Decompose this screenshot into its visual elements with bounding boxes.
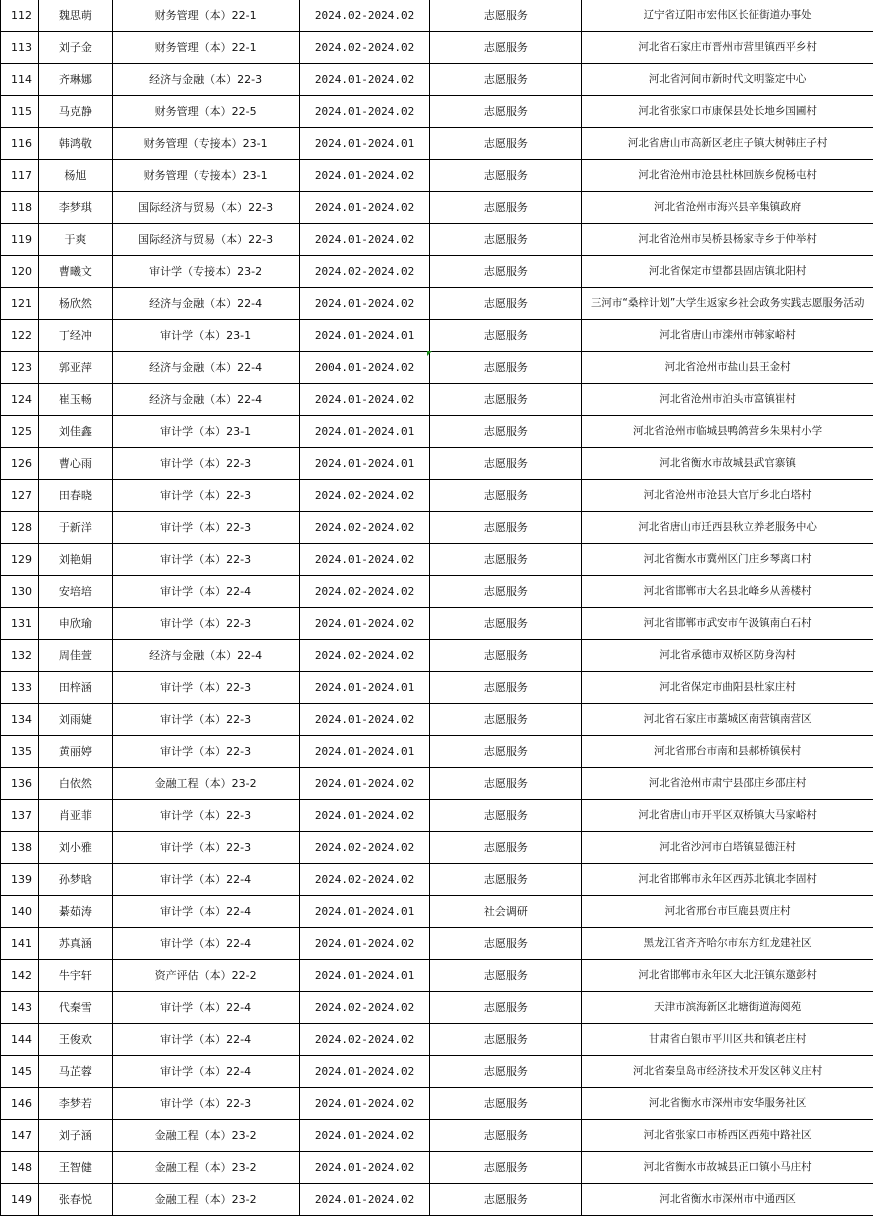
table-row <box>1 576 873 608</box>
table-row <box>1 448 873 480</box>
cell-index[interactable]: 135 <box>1 736 39 768</box>
cell-period[interactable]: 2024.01-2024.01 <box>299 960 430 992</box>
cell-period[interactable]: 2024.01-2024.01 <box>299 320 430 352</box>
cell-class[interactable]: 审计学（本）22-3 <box>112 480 299 512</box>
cell-name[interactable]: 杨旭 <box>39 160 112 192</box>
cell-name[interactable]: 田梓涵 <box>39 672 112 704</box>
cell-class[interactable]: 审计学（本）22-3 <box>112 1088 299 1120</box>
cell-index[interactable]: 147 <box>1 1120 39 1152</box>
cell-name[interactable]: 魏思萌 <box>39 0 112 32</box>
table-row <box>1 96 873 128</box>
cell-class[interactable]: 审计学（本）22-4 <box>112 928 299 960</box>
table-row <box>1 160 873 192</box>
cell-activity-type[interactable]: 志愿服务 <box>430 736 582 768</box>
cell-period[interactable]: 2024.02-2024.02 <box>299 32 430 64</box>
cell-index[interactable]: 119 <box>1 224 39 256</box>
cell-class[interactable]: 审计学（本）22-4 <box>112 896 299 928</box>
cell-name[interactable]: 田春晓 <box>39 480 112 512</box>
cell-location[interactable]: 河北省邯郸市永年区大北汪镇东邀彭村 <box>582 960 873 992</box>
cell-index[interactable]: 145 <box>1 1056 39 1088</box>
cell-class[interactable]: 资产评估（本）22-2 <box>112 960 299 992</box>
cell-name[interactable]: 马克静 <box>39 96 112 128</box>
cell-activity-type[interactable]: 志愿服务 <box>430 640 582 672</box>
cell-index[interactable]: 137 <box>1 800 39 832</box>
cell-activity-type[interactable]: 志愿服务 <box>430 672 582 704</box>
cell-index[interactable]: 132 <box>1 640 39 672</box>
cell-activity-type[interactable]: 志愿服务 <box>430 800 582 832</box>
table-row <box>1 672 873 704</box>
cell-name[interactable]: 牛宇轩 <box>39 960 112 992</box>
cell-index[interactable]: 115 <box>1 96 39 128</box>
table-row <box>1 1024 873 1056</box>
cell-activity-type[interactable]: 志愿服务 <box>430 608 582 640</box>
cell-period[interactable]: 2024.01-2024.02 <box>299 64 430 96</box>
table-row <box>1 1184 873 1216</box>
cell-period[interactable]: 2024.01-2024.02 <box>299 544 430 576</box>
cell-activity-type[interactable]: 志愿服务 <box>430 480 582 512</box>
cell-index[interactable]: 118 <box>1 192 39 224</box>
cell-index[interactable]: 126 <box>1 448 39 480</box>
cell-name[interactable]: 杨欣然 <box>39 288 112 320</box>
cell-class[interactable]: 财务管理（本）22-1 <box>112 0 299 32</box>
cell-activity-type[interactable]: 志愿服务 <box>430 352 582 384</box>
table-row <box>1 416 873 448</box>
table-row <box>1 640 873 672</box>
cell-name[interactable]: 刘子涵 <box>39 1120 112 1152</box>
cell-location[interactable]: 河北省沧州市泊头市富镇崔村 <box>582 384 873 416</box>
cell-name[interactable]: 白依然 <box>39 768 112 800</box>
cell-period[interactable]: 2024.01-2024.02 <box>299 224 430 256</box>
cell-period[interactable]: 2024.02-2024.02 <box>299 512 430 544</box>
cell-index[interactable]: 146 <box>1 1088 39 1120</box>
cell-period[interactable]: 2024.02-2024.02 <box>299 640 430 672</box>
cell-index[interactable]: 134 <box>1 704 39 736</box>
cell-activity-type[interactable]: 志愿服务 <box>430 1024 582 1056</box>
cell-location[interactable]: 河北省邯郸市大名县北峰乡从善楼村 <box>582 576 873 608</box>
cell-activity-type[interactable]: 志愿服务 <box>430 384 582 416</box>
cell-index[interactable]: 138 <box>1 832 39 864</box>
table-row <box>1 480 873 512</box>
table-row <box>1 288 873 320</box>
cell-index[interactable]: 121 <box>1 288 39 320</box>
cell-class[interactable]: 经济与金融（本）22-4 <box>112 352 299 384</box>
table-row <box>1 928 873 960</box>
cell-index[interactable]: 124 <box>1 384 39 416</box>
cell-location[interactable]: 河北省沧州市临城县鸭鸽营乡朱果村小学 <box>582 416 873 448</box>
cell-name[interactable]: 苏真涵 <box>39 928 112 960</box>
cell-class[interactable]: 金融工程（本）23-2 <box>112 768 299 800</box>
cell-location[interactable]: 河北省唐山市迁西县秋立养老服务中心 <box>582 512 873 544</box>
cell-index[interactable]: 117 <box>1 160 39 192</box>
cell-location[interactable]: 河北省承德市双桥区防身沟村 <box>582 640 873 672</box>
cell-location[interactable]: 河北省唐山市开平区双桥镇大马家峪村 <box>582 800 873 832</box>
cell-period[interactable]: 2024.01-2024.01 <box>299 736 430 768</box>
cell-location[interactable]: 河北省张家口市桥西区西苑中路社区 <box>582 1120 873 1152</box>
table-body <box>1 0 873 1216</box>
cell-activity-type[interactable]: 志愿服务 <box>430 768 582 800</box>
cell-period[interactable]: 2024.01-2024.01 <box>299 672 430 704</box>
cell-class[interactable]: 财务管理（专接本）23-1 <box>112 160 299 192</box>
cell-location[interactable]: 河北省石家庄市藁城区南营镇南营区 <box>582 704 873 736</box>
cell-name[interactable]: 黄丽婷 <box>39 736 112 768</box>
cell-name[interactable]: 申欣瑜 <box>39 608 112 640</box>
table-row <box>1 992 873 1024</box>
cell-index[interactable]: 128 <box>1 512 39 544</box>
cell-class[interactable]: 国际经济与贸易（本）22-3 <box>112 224 299 256</box>
cell-index[interactable]: 129 <box>1 544 39 576</box>
cell-period[interactable]: 2024.01-2024.02 <box>299 608 430 640</box>
cell-activity-type[interactable]: 志愿服务 <box>430 928 582 960</box>
cell-activity-type[interactable]: 志愿服务 <box>430 960 582 992</box>
cell-name[interactable]: 孙梦晗 <box>39 864 112 896</box>
cell-period[interactable]: 2024.01-2024.02 <box>299 1120 430 1152</box>
cell-class[interactable]: 审计学（本）22-3 <box>112 672 299 704</box>
cell-period[interactable]: 2024.01-2024.02 <box>299 704 430 736</box>
cell-period[interactable]: 2004.01-2024.02 <box>299 352 430 384</box>
cell-name[interactable]: 王智健 <box>39 1152 112 1184</box>
cell-class[interactable]: 审计学（本）22-4 <box>112 992 299 1024</box>
cell-location[interactable]: 甘肃省白银市平川区共和镇老庄村 <box>582 1024 873 1056</box>
cell-name[interactable]: 代秦雪 <box>39 992 112 1024</box>
cell-index[interactable]: 136 <box>1 768 39 800</box>
table-row <box>1 0 873 32</box>
table-row <box>1 512 873 544</box>
cell-activity-type[interactable]: 志愿服务 <box>430 96 582 128</box>
cell-class[interactable]: 经济与金融（本）22-4 <box>112 384 299 416</box>
cell-class[interactable]: 财务管理（专接本）23-1 <box>112 128 299 160</box>
cell-name[interactable]: 韩鸿敬 <box>39 128 112 160</box>
cell-activity-type[interactable]: 志愿服务 <box>430 128 582 160</box>
cell-location[interactable]: 河北省唐山市高新区老庄子镇大树韩庄子村 <box>582 128 873 160</box>
table-row <box>1 352 873 384</box>
cell-class[interactable]: 审计学（本）22-3 <box>112 512 299 544</box>
cell-period[interactable]: 2024.01-2024.02 <box>299 384 430 416</box>
cell-name[interactable]: 周佳萱 <box>39 640 112 672</box>
cell-period[interactable]: 2024.01-2024.02 <box>299 1056 430 1088</box>
cell-index[interactable]: 116 <box>1 128 39 160</box>
cell-location[interactable]: 三河市“桑梓计划”大学生返家乡社会政务实践志愿服务活动 <box>582 288 873 320</box>
cell-location[interactable]: 河北省衡水市深州市安华服务社区 <box>582 1088 873 1120</box>
cell-activity-type[interactable]: 志愿服务 <box>430 288 582 320</box>
cell-class[interactable]: 审计学（本）22-4 <box>112 1024 299 1056</box>
cell-location[interactable]: 黑龙江省齐齐哈尔市东方红龙建社区 <box>582 928 873 960</box>
cell-location[interactable]: 河北省沧州市沧县大官厅乡北白塔村 <box>582 480 873 512</box>
cell-location[interactable]: 河北省河间市新时代文明鉴定中心 <box>582 64 873 96</box>
cell-index[interactable]: 133 <box>1 672 39 704</box>
cell-location[interactable]: 河北省沧州市盐山县王金村 <box>582 352 873 384</box>
table-row <box>1 832 873 864</box>
cell-class[interactable]: 审计学（本）22-3 <box>112 832 299 864</box>
cell-location[interactable]: 河北省沧州市肃宁县邵庄乡邵庄村 <box>582 768 873 800</box>
cell-period[interactable]: 2024.01-2024.01 <box>299 448 430 480</box>
table-row <box>1 1152 873 1184</box>
cell-period[interactable]: 2024.01-2024.01 <box>299 416 430 448</box>
cell-location[interactable]: 河北省保定市望都县固店镇北阳村 <box>582 256 873 288</box>
table-row <box>1 896 873 928</box>
cell-location[interactable]: 河北省邢台市南和县郝桥镇侯村 <box>582 736 873 768</box>
cell-name[interactable]: 肖亚菲 <box>39 800 112 832</box>
table-row <box>1 224 873 256</box>
cell-activity-type[interactable]: 志愿服务 <box>430 1088 582 1120</box>
cell-activity-type[interactable]: 志愿服务 <box>430 32 582 64</box>
cell-period[interactable]: 2024.01-2024.02 <box>299 160 430 192</box>
cell-index[interactable]: 127 <box>1 480 39 512</box>
cell-index[interactable]: 141 <box>1 928 39 960</box>
table-row <box>1 768 873 800</box>
table-row <box>1 128 873 160</box>
table-row <box>1 32 873 64</box>
cell-location[interactable]: 河北省保定市曲阳县杜家庄村 <box>582 672 873 704</box>
cell-index[interactable]: 142 <box>1 960 39 992</box>
cell-location[interactable]: 辽宁省辽阳市宏伟区长征街道办事处 <box>582 0 873 32</box>
cell-name[interactable]: 于新洋 <box>39 512 112 544</box>
cell-name[interactable]: 刘艳娟 <box>39 544 112 576</box>
cell-period[interactable]: 2024.01-2024.02 <box>299 96 430 128</box>
cell-period[interactable]: 2024.02-2024.02 <box>299 864 430 896</box>
table-row <box>1 320 873 352</box>
cell-location[interactable]: 河北省沧州市沧县杜林回族乡倪杨屯村 <box>582 160 873 192</box>
cell-name[interactable]: 刘佳鑫 <box>39 416 112 448</box>
cell-name[interactable]: 刘子金 <box>39 32 112 64</box>
cell-period[interactable]: 2024.01-2024.01 <box>299 896 430 928</box>
cell-name[interactable]: 刘雨婕 <box>39 704 112 736</box>
cell-class[interactable]: 财务管理（本）22-5 <box>112 96 299 128</box>
cell-activity-type[interactable]: 志愿服务 <box>430 192 582 224</box>
cell-name[interactable]: 马芷蓉 <box>39 1056 112 1088</box>
cell-class[interactable]: 审计学（本）22-3 <box>112 608 299 640</box>
cell-location[interactable]: 河北省衡水市故城县正口镇小马庄村 <box>582 1152 873 1184</box>
cell-period[interactable]: 2024.02-2024.02 <box>299 832 430 864</box>
cell-name[interactable]: 刘小雅 <box>39 832 112 864</box>
cell-activity-type[interactable]: 志愿服务 <box>430 1120 582 1152</box>
table-row <box>1 256 873 288</box>
cell-index[interactable]: 144 <box>1 1024 39 1056</box>
cell-class[interactable]: 国际经济与贸易（本）22-3 <box>112 192 299 224</box>
cell-index[interactable]: 148 <box>1 1152 39 1184</box>
cell-class[interactable]: 审计学（本）22-3 <box>112 800 299 832</box>
cell-index[interactable]: 112 <box>1 0 39 32</box>
cell-activity-type[interactable]: 志愿服务 <box>430 1152 582 1184</box>
cell-index[interactable]: 122 <box>1 320 39 352</box>
table-row <box>1 960 873 992</box>
cell-location[interactable]: 河北省邢台市巨鹿县贾庄村 <box>582 896 873 928</box>
cell-activity-type[interactable]: 志愿服务 <box>430 864 582 896</box>
cell-activity-type[interactable]: 志愿服务 <box>430 256 582 288</box>
cell-period[interactable]: 2024.01-2024.02 <box>299 928 430 960</box>
cell-location[interactable]: 河北省衡水市深州市中通西区 <box>582 1184 873 1216</box>
cell-name[interactable]: 丁经冲 <box>39 320 112 352</box>
cell-index[interactable]: 130 <box>1 576 39 608</box>
cell-period[interactable]: 2024.02-2024.02 <box>299 0 430 32</box>
cell-location[interactable]: 河北省张家口市康保县处长地乡国圃村 <box>582 96 873 128</box>
table-row <box>1 608 873 640</box>
cell-activity-type[interactable]: 志愿服务 <box>430 576 582 608</box>
cell-location[interactable]: 河北省沙河市白塔镇显德汪村 <box>582 832 873 864</box>
cell-class[interactable]: 审计学（本）22-4 <box>112 864 299 896</box>
cell-name[interactable]: 曹心雨 <box>39 448 112 480</box>
cell-period[interactable]: 2024.01-2024.02 <box>299 768 430 800</box>
cell-activity-type[interactable]: 志愿服务 <box>430 224 582 256</box>
cell-activity-type[interactable]: 志愿服务 <box>430 992 582 1024</box>
table-row <box>1 192 873 224</box>
cell-period[interactable]: 2024.02-2024.02 <box>299 992 430 1024</box>
cell-index[interactable]: 120 <box>1 256 39 288</box>
cell-location[interactable]: 河北省邯郸市武安市午汲镇南白石村 <box>582 608 873 640</box>
table-row <box>1 704 873 736</box>
cell-name[interactable]: 张春悦 <box>39 1184 112 1216</box>
table-row <box>1 384 873 416</box>
cell-index[interactable]: 139 <box>1 864 39 896</box>
cell-name[interactable]: 王俊欢 <box>39 1024 112 1056</box>
cell-location[interactable]: 河北省衡水市故城县武官寨镇 <box>582 448 873 480</box>
table-row <box>1 736 873 768</box>
table-row <box>1 1056 873 1088</box>
cell-index[interactable]: 143 <box>1 992 39 1024</box>
cell-period[interactable]: 2024.01-2024.02 <box>299 1184 430 1216</box>
cell-name[interactable]: 崔玉畅 <box>39 384 112 416</box>
cell-name[interactable]: 李梦若 <box>39 1088 112 1120</box>
cell-period[interactable]: 2024.02-2024.02 <box>299 576 430 608</box>
cell-activity-type[interactable]: 志愿服务 <box>430 160 582 192</box>
cell-index[interactable]: 131 <box>1 608 39 640</box>
table-row <box>1 64 873 96</box>
cell-index[interactable]: 113 <box>1 32 39 64</box>
cell-class[interactable]: 审计学（专接本）23-2 <box>112 256 299 288</box>
cell-name[interactable]: 郭亚萍 <box>39 352 112 384</box>
cell-class[interactable]: 经济与金融（本）22-4 <box>112 288 299 320</box>
cell-period[interactable]: 2024.02-2024.02 <box>299 480 430 512</box>
cell-comment-marker <box>427 351 432 356</box>
cell-activity-type[interactable]: 志愿服务 <box>430 1184 582 1216</box>
cell-index[interactable]: 123 <box>1 352 39 384</box>
table-row <box>1 1088 873 1120</box>
cell-activity-type[interactable]: 志愿服务 <box>430 544 582 576</box>
cell-location[interactable]: 河北省沧州市吴桥县杨家寺乡于仲举村 <box>582 224 873 256</box>
cell-activity-type[interactable]: 志愿服务 <box>430 704 582 736</box>
cell-name[interactable]: 安培培 <box>39 576 112 608</box>
cell-name[interactable]: 于爽 <box>39 224 112 256</box>
cell-period[interactable]: 2024.02-2024.02 <box>299 256 430 288</box>
cell-name[interactable]: 曹曦文 <box>39 256 112 288</box>
cell-class[interactable]: 审计学（本）22-3 <box>112 704 299 736</box>
table-row <box>1 800 873 832</box>
cell-location[interactable]: 河北省石家庄市晋州市营里镇西平乡村 <box>582 32 873 64</box>
cell-location[interactable]: 河北省沧州市海兴县辛集镇政府 <box>582 192 873 224</box>
cell-activity-type[interactable]: 志愿服务 <box>430 416 582 448</box>
cell-name[interactable]: 齐琳娜 <box>39 64 112 96</box>
cell-class[interactable]: 审计学（本）22-4 <box>112 576 299 608</box>
cell-class[interactable]: 财务管理（本）22-1 <box>112 32 299 64</box>
cell-period[interactable]: 2024.01-2024.02 <box>299 800 430 832</box>
cell-class[interactable]: 审计学（本）22-4 <box>112 1056 299 1088</box>
cell-period[interactable]: 2024.01-2024.02 <box>299 1152 430 1184</box>
cell-period[interactable]: 2024.01-2024.02 <box>299 192 430 224</box>
cell-location[interactable]: 天津市滨海新区北塘街道海阅苑 <box>582 992 873 1024</box>
cell-period[interactable]: 2024.01-2024.02 <box>299 1088 430 1120</box>
cell-index[interactable]: 125 <box>1 416 39 448</box>
cell-location[interactable]: 河北省秦皇岛市经济技术开发区韩义庄村 <box>582 1056 873 1088</box>
cell-class[interactable]: 经济与金融（本）22-4 <box>112 640 299 672</box>
cell-index[interactable]: 140 <box>1 896 39 928</box>
cell-class[interactable]: 经济与金融（本）22-3 <box>112 64 299 96</box>
cell-name[interactable]: 李梦琪 <box>39 192 112 224</box>
cell-period[interactable]: 2024.01-2024.01 <box>299 128 430 160</box>
cell-location[interactable]: 河北省邯郸市永年区西苏北镇北李固村 <box>582 864 873 896</box>
cell-activity-type[interactable]: 社会调研 <box>430 896 582 928</box>
cell-location[interactable]: 河北省唐山市滦州市韩家峪村 <box>582 320 873 352</box>
cell-activity-type[interactable]: 志愿服务 <box>430 0 582 32</box>
cell-activity-type[interactable]: 志愿服务 <box>430 64 582 96</box>
cell-name[interactable]: 綦茹涛 <box>39 896 112 928</box>
cell-activity-type[interactable]: 志愿服务 <box>430 512 582 544</box>
table-row <box>1 864 873 896</box>
cell-index[interactable]: 114 <box>1 64 39 96</box>
cell-activity-type[interactable]: 志愿服务 <box>430 832 582 864</box>
cell-activity-type[interactable]: 志愿服务 <box>430 448 582 480</box>
table-row <box>1 1120 873 1152</box>
cell-class[interactable]: 审计学（本）22-3 <box>112 736 299 768</box>
cell-location[interactable]: 河北省衡水市冀州区门庄乡琴离口村 <box>582 544 873 576</box>
cell-class[interactable]: 金融工程（本）23-2 <box>112 1184 299 1216</box>
cell-period[interactable]: 2024.01-2024.02 <box>299 288 430 320</box>
cell-class[interactable]: 审计学（本）23-1 <box>112 320 299 352</box>
cell-class[interactable]: 审计学（本）22-3 <box>112 448 299 480</box>
cell-index[interactable]: 149 <box>1 1184 39 1216</box>
cell-class[interactable]: 审计学（本）23-1 <box>112 416 299 448</box>
cell-activity-type[interactable]: 志愿服务 <box>430 320 582 352</box>
cell-class[interactable]: 审计学（本）22-3 <box>112 544 299 576</box>
cell-class[interactable]: 金融工程（本）23-2 <box>112 1120 299 1152</box>
table-row <box>1 544 873 576</box>
cell-class[interactable]: 金融工程（本）23-2 <box>112 1152 299 1184</box>
cell-activity-type[interactable]: 志愿服务 <box>430 1056 582 1088</box>
cell-period[interactable]: 2024.02-2024.02 <box>299 1024 430 1056</box>
